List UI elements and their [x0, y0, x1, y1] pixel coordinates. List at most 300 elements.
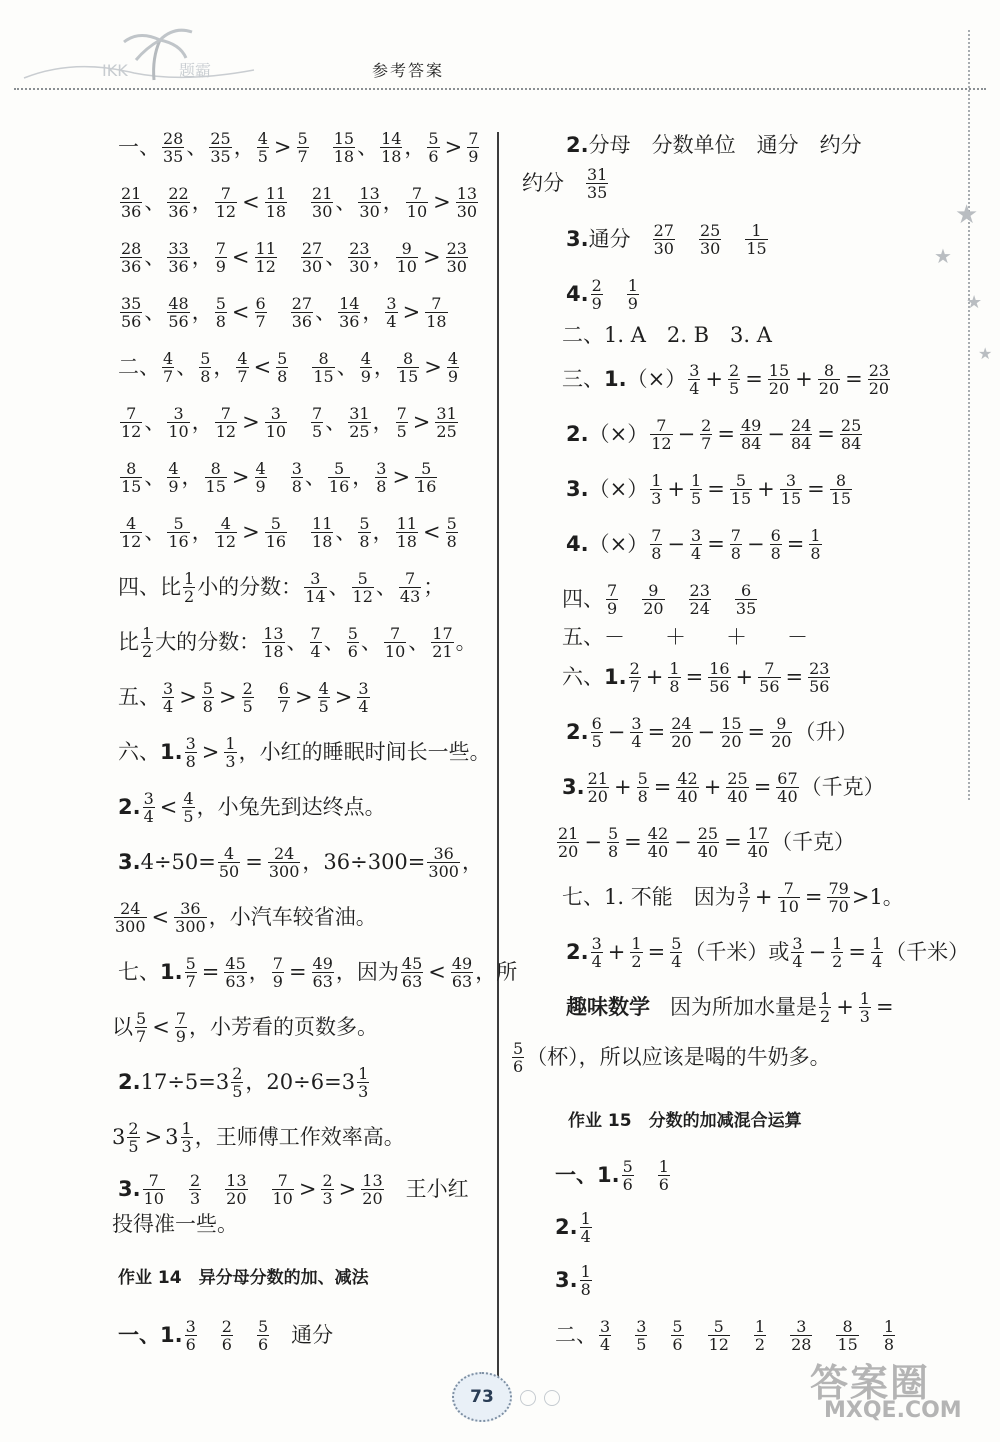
fraction: 7 18 [426, 294, 447, 331]
section-label-yi: 一、 [118, 135, 160, 159]
fraction: $\frac{7}{10}$ [778, 879, 799, 916]
section-label-si: 四、 [118, 575, 160, 599]
fraction: 33 36 [168, 239, 189, 276]
fraction: 2 6 [221, 1317, 232, 1354]
fraction: 7 10 [384, 624, 406, 661]
qi-1-cont: 以 5 7 < 7 9 ，小芳看的页数多。 [112, 1009, 378, 1046]
fraction: 13 30 [359, 184, 380, 221]
fraction: $\frac{5}{8}$ [607, 824, 619, 861]
fraction: 13 30 [456, 184, 478, 221]
fraction: 6 7 [255, 294, 266, 331]
fraction: 1 2 [184, 569, 195, 606]
fraction: $\frac{45}{63}$ [225, 954, 246, 991]
fraction: $\frac{5}{15}$ [730, 471, 752, 508]
fraction: 3 6 [185, 1317, 196, 1354]
si-more-prefix: 比 [118, 630, 139, 654]
fraction: 8 15 [205, 459, 226, 496]
fraction: 21 20 [558, 824, 579, 861]
r-san-2: 2. （×） 7 12 − $\frac{2}{7}$ = $\frac{49}{84}$ − $\frac{24}{84}$ = $\frac{25}{84}$ [566, 416, 862, 453]
fraction: 7 9 [215, 239, 226, 276]
er-row-1: 二、 4 7 、 5 8 ， 4 7 < 5 8 8 15 、 4 9 ， 8 15 > 4 9 [118, 349, 459, 386]
fraction: $\frac{5}{7}$ [185, 954, 196, 991]
item-number: 4. [566, 282, 589, 306]
fraction: 21 20 [587, 769, 608, 806]
fraction: $\frac{49}{84}$ [740, 416, 762, 453]
yi-row-2: 21 36 、 22 36 ， 7 12 < 11 18 21 30 、 13 30 ， 7 10 > 13 30 [121, 184, 478, 221]
fraction: $\frac{5}{4}$ [671, 934, 682, 971]
r-qi-2: 2. 3 4 + $\frac{1}{2}$ = $\frac{5}{4}$ （千米） 或 3 4 − $\frac{1}{2}$ = $\frac{1}{4}$ （千米） [566, 934, 970, 971]
fraction: 36 300 [175, 899, 206, 936]
fraction: 7 4 [310, 624, 321, 661]
fraction: $\frac{42}{40}$ [677, 769, 698, 806]
r2-yue: 约分 [522, 171, 564, 195]
svg-text:题霸: 题霸 [179, 61, 212, 80]
fraction: $\frac{8}{20}$ [818, 361, 840, 398]
fraction: $\frac{3}{4}$ [631, 714, 642, 751]
palm-tree-header-decoration [14, 18, 264, 88]
qi3-tail2: 投得准一些。 [112, 1212, 238, 1236]
r-qi1-text: 1. 不能 因为 [604, 885, 736, 909]
svg-text:IKK: IKK [102, 61, 128, 80]
fraction: $\frac{2}{7}$ [701, 416, 712, 453]
fraction: 5 7 [136, 1009, 147, 1046]
section-label-wu: 五、 [118, 685, 160, 709]
r-liu-1: 六、 1. 2 7 + $\frac{1}{8}$ = $\frac{16}{56}$ + $\frac{7}{56}$ = $\frac{23}{56}$ [562, 659, 830, 696]
fraction: 25 30 [699, 221, 721, 258]
fraction: 17 21 [432, 624, 453, 661]
fraction: 4 5 [257, 129, 268, 166]
wu-row: 五、 3 4 > 5 8 > 2 5 6 7 > 4 5 > 3 4 [118, 679, 369, 716]
hw15-er [555, 1318, 897, 1353]
star-icon: ★ [955, 200, 979, 230]
item-number: 2. [566, 940, 589, 964]
sign: － [604, 625, 625, 649]
er-row-4: 4 12 、 5 16 ， 4 12 > 5 16 11 18 、 5 8 ， 11 18 < 5 8 [121, 514, 457, 551]
sign: ＋ [665, 625, 686, 649]
fraction: 7 43 [399, 569, 421, 606]
fraction: 13 18 [263, 624, 284, 661]
fraction: 7 8 [651, 526, 662, 563]
circle-icon [544, 1390, 560, 1406]
section-label-liu: 六、 [562, 665, 604, 689]
column-divider [497, 132, 499, 1380]
fraction: 1 15 [746, 221, 767, 258]
fraction: 8 15 [397, 349, 419, 386]
section-label-er: 二、 [118, 355, 160, 379]
qi2-text: ，王师傅工作效率高。 [194, 1125, 405, 1149]
fraction: 5 16 [265, 514, 287, 551]
fraction: $\frac{23}{56}$ [809, 659, 830, 696]
fraction: $\frac{24}{84}$ [790, 416, 812, 453]
fraction: $\frac{1}{5}$ [691, 471, 702, 508]
sign: － [787, 625, 808, 649]
r-qi-1: 七、 1. 不能 因为 3 7 + $\frac{7}{10}$ = $\frac{79}{70}$ >1。 [562, 879, 904, 916]
fun-text: 因为所加水量是 [670, 995, 817, 1019]
fraction: 7 12 [215, 404, 237, 441]
fraction: 3 4 [358, 679, 369, 716]
fraction: 1 2 [820, 989, 831, 1026]
fraction: 4 5 [183, 789, 194, 826]
fraction: $\frac{3}{4}$ [691, 526, 702, 563]
fraction: 45 63 [401, 954, 423, 991]
fraction: 5 8 [202, 679, 213, 716]
fraction: 1 3 [651, 471, 662, 508]
fraction: $\frac{15}{20}$ [768, 361, 790, 398]
wrong-mark: （×） [588, 422, 649, 446]
fraction: 7 10 [406, 184, 428, 221]
fraction: $\frac{6}{8}$ [770, 526, 781, 563]
fraction: 31 35 [587, 165, 608, 202]
r-3 [566, 222, 770, 257]
liu-2: 2. 3 4 < 4 5 ，小兔先到达终点。 [118, 789, 386, 826]
fraction: 6 5 [591, 714, 602, 751]
fraction: 1 3 [358, 1064, 369, 1101]
qi3-tail: 王小红 [405, 1177, 469, 1201]
fraction: 3 7 [738, 879, 749, 916]
fraction: $\frac{25}{84}$ [840, 416, 862, 453]
fraction: 22 36 [168, 184, 189, 221]
fraction: $\frac{25}{40}$ [727, 769, 748, 806]
fraction: 5 16 [168, 514, 189, 551]
fraction: 1 9 [627, 276, 638, 313]
fraction: $\frac{36}{300}$ [428, 844, 459, 881]
fun-text2: （杯），所以应该是喝的牛奶多。 [526, 1045, 831, 1069]
fraction: 28 35 [163, 129, 184, 166]
section-label-san: 三、 [562, 367, 604, 391]
fraction: 24 300 [115, 899, 146, 936]
star-icon: ★ [978, 344, 993, 363]
fraction: $\frac{1}{3}$ [859, 989, 870, 1026]
r-liu-2: 2. 6 5 − $\frac{3}{4}$ = $\frac{24}{20}$ − $\frac{15}{20}$ = $\frac{9}{20}$ （升） [566, 714, 858, 751]
liu3-a: 4÷50= [140, 850, 216, 874]
fraction: 7 9 [607, 581, 618, 618]
item-number: 一、1. [118, 1323, 183, 1347]
fraction: 27 36 [291, 294, 313, 331]
fraction: 5 16 [328, 459, 350, 496]
item-number: 3. [118, 850, 141, 874]
fraction: 11 18 [396, 514, 417, 551]
fraction: 3 8 [291, 459, 302, 496]
r-liu-3b: 21 20 − $\frac{5}{8}$ = $\frac{42}{40}$ − $\frac{25}{40}$ = $\frac{17}{40}$ （千克） [558, 824, 856, 861]
hw14-1 [118, 1318, 333, 1353]
fraction: 5 6 [428, 129, 439, 166]
fraction: 27 30 [653, 221, 674, 258]
yi-row-1: 一、 28 35 、 25 35 ， 4 5 > 5 7 15 18 、 14 18 ， 5 6 > 7 9 [118, 129, 479, 166]
hw14-title: 作业 14 异分母分数的加、减法 [118, 1268, 369, 1288]
fraction: 4 12 [121, 514, 142, 551]
fraction: 15 18 [333, 129, 355, 166]
fun-math: 趣味数学 因为所加水量是 1 2 + $\frac{1}{3}$ = [566, 989, 894, 1026]
hw14-1-tail: 通分 [291, 1323, 334, 1347]
fraction: 14 36 [339, 294, 360, 331]
fraction: 2 5 [128, 1119, 139, 1156]
fraction: 4 5 [318, 679, 329, 716]
qi1-so-a: ，所 [475, 960, 518, 984]
liu2-text: ，小兔先到达终点。 [196, 795, 386, 819]
si-less-prefix: 比 [160, 575, 181, 599]
fraction: 7 12 [651, 416, 672, 453]
fraction: $\frac{7}{56}$ [759, 659, 780, 696]
fraction: 13 20 [362, 1171, 383, 1208]
fun-math-cont [510, 1040, 831, 1075]
fraction: $\frac{5}{8}$ [637, 769, 648, 806]
hw15-2 [555, 1210, 594, 1245]
fraction: $\frac{15}{20}$ [721, 714, 742, 751]
qi-3: 3. 7 10 2 3 13 20 7 10 > 2 3 > 13 20 王小红 [118, 1171, 469, 1208]
fraction: $\frac{42}{40}$ [647, 824, 669, 861]
er-row-2: 7 12 、 3 10 ， 7 12 > 3 10 7 5 、 31 25 ， 7 5 > 31 25 [121, 404, 457, 441]
fraction: $\frac{4}{50}$ [218, 844, 240, 881]
unit-kg: （千克） [771, 830, 856, 854]
fraction: 11 18 [265, 184, 287, 221]
fraction: 49 63 [451, 954, 473, 991]
fraction: 7 9 [468, 129, 479, 166]
hw15-title: 作业 15 分数的加减混合运算 [568, 1111, 802, 1131]
fraction: 5 8 [215, 294, 226, 331]
fraction: 3 8 [185, 734, 196, 771]
r-si [562, 582, 759, 617]
fraction: 35 56 [121, 294, 142, 331]
section-label-qi: 七、 [118, 960, 160, 984]
fraction: 3 5 [636, 1317, 647, 1354]
fraction: 3 4 [591, 934, 602, 971]
liu1-text: ，小红的睡眠时间长一些。 [238, 740, 491, 764]
fraction: 7 9 [175, 1009, 186, 1046]
fraction: 3 14 [305, 569, 326, 606]
er-row-3: 8 15 、 4 9 ， 8 15 > 4 9 3 8 、 5 16 ， 3 8 > 5 16 [121, 459, 437, 496]
fraction: 7 12 [215, 184, 237, 221]
margin-dotted-line [968, 30, 970, 800]
wrong-mark: （×） [626, 367, 687, 391]
fraction: $\frac{2}{5}$ [729, 361, 740, 398]
fraction: 31 25 [436, 404, 457, 441]
unit-kg: （千克） [800, 775, 885, 799]
fraction: 6 7 [278, 679, 289, 716]
fraction: $\frac{1}{2}$ [832, 934, 843, 971]
fraction: 11 12 [255, 239, 276, 276]
fraction: 5 6 [622, 1157, 633, 1194]
fraction: 7 10 [272, 1171, 293, 1208]
fraction: 1 2 [142, 624, 153, 661]
fraction: 1 3 [225, 734, 236, 771]
r-qi1-tail: >1。 [851, 885, 904, 909]
r-liu-3: 3. 21 20 + $\frac{5}{8}$ = $\frac{42}{40}$ + $\frac{25}{40}$ = $\frac{67}{40}$ （千克） [562, 769, 885, 806]
fraction: 8 15 [121, 459, 142, 496]
item-number: 3. [118, 1177, 141, 1201]
fraction: $\frac{1}{4}$ [871, 934, 883, 971]
hw15-1 [555, 1158, 672, 1193]
si-less-suffix: 小的分数： [197, 575, 303, 599]
unit-km: （千米） [885, 940, 970, 964]
watermark-url: MXQE.COM [824, 1398, 962, 1423]
si-row-2: 比 1 2 大的分数： 13 18 、 7 4 、 5 6 、 7 10 、 17 21 。 [118, 624, 477, 661]
fraction: 1 6 [658, 1157, 669, 1194]
liu-1: 六、 1. 3 8 > 1 3 ，小红的睡眠时间长一些。 [118, 734, 491, 771]
fraction: $\frac{7}{9}$ [272, 954, 283, 991]
fraction: $\frac{67}{40}$ [777, 769, 798, 806]
qi1-because: ，因为 [335, 960, 399, 984]
fraction: $\frac{9}{20}$ [771, 714, 792, 751]
item-number: 3. [566, 227, 589, 251]
qi1-end: ，小芳看的页数多。 [188, 1015, 378, 1039]
fraction: 7 10 [143, 1171, 164, 1208]
fun-math-label: 趣味数学 [566, 995, 650, 1019]
qi2-c-b: 3 [165, 1125, 179, 1149]
fraction: 1 4 [580, 1209, 591, 1246]
fraction: 1 3 [181, 1119, 192, 1156]
section-label-er: 二、 [555, 1323, 597, 1347]
fraction: 4 9 [447, 349, 459, 386]
r3-text: 通分 [588, 227, 631, 251]
item-number: 2. [566, 133, 589, 157]
fraction: 23 24 [689, 581, 710, 618]
qi-3-cont [112, 1214, 238, 1235]
fraction: 7 5 [396, 404, 407, 441]
fraction: $\frac{79}{70}$ [828, 879, 849, 916]
fraction: 5 8 [446, 514, 457, 551]
page-number: 73 [452, 1372, 512, 1422]
fraction: 8 15 [837, 1317, 858, 1354]
fraction: 3 4 [386, 294, 397, 331]
r-san-3: 3. （×） 1 3 + $\frac{1}{5}$ = $\frac{5}{15}$ + $\frac{3}{15}$ = $\frac{8}{15}$ [566, 471, 852, 508]
fraction: $\frac{24}{20}$ [671, 714, 692, 751]
fraction: 21 36 [121, 184, 142, 221]
fraction: 31 25 [349, 404, 370, 441]
r-er-text: 二、1. A 2. B 3. A [562, 323, 772, 347]
r-wu [562, 627, 808, 648]
header-divider [14, 88, 986, 90]
qi2-a: 17÷5=3 [140, 1070, 230, 1094]
qi-2-cont: 3 2 5 > 3 1 3 ，王师傅工作效率高。 [112, 1119, 405, 1156]
r-er [562, 325, 772, 346]
fraction: 4 9 [360, 349, 371, 386]
fraction: 2 3 [189, 1171, 201, 1208]
fraction: 2 7 [629, 659, 640, 696]
qi2-b: ，20÷6=3 [245, 1070, 356, 1094]
fraction: 4 9 [168, 459, 179, 496]
fraction: 5 8 [359, 514, 370, 551]
fraction: 3 4 [792, 934, 803, 971]
section-label-liu: 六、 [118, 740, 160, 764]
fraction: 5 8 [277, 349, 288, 386]
fraction: 9 10 [396, 239, 417, 276]
fraction: 23 30 [349, 239, 370, 276]
fraction: 13 20 [226, 1171, 247, 1208]
fraction: 5 8 [200, 349, 211, 386]
section-label-qi: 七、 [562, 885, 604, 909]
section-label-wu: 五、 [562, 625, 604, 649]
star-icon: ★ [966, 292, 983, 313]
item-number: 一、1. [555, 1163, 620, 1187]
fraction: 6 35 [735, 581, 757, 618]
fraction: 23 30 [446, 239, 467, 276]
fraction: $\frac{24}{300}$ [268, 844, 300, 881]
watermark-main: 答案圈 [810, 1361, 931, 1405]
fraction: $\frac{1}{8}$ [810, 526, 821, 563]
r-4 [566, 277, 641, 312]
item-number: 1. [160, 740, 183, 764]
fraction: 1 8 [580, 1262, 591, 1299]
fraction: 4 7 [163, 349, 174, 386]
fraction: 5 6 [513, 1039, 524, 1076]
fraction: 2 5 [242, 679, 253, 716]
fraction: $\frac{23}{20}$ [868, 361, 890, 398]
circle-icon [520, 1390, 536, 1406]
fraction: 4 7 [237, 349, 248, 386]
item-number: 2. [118, 795, 141, 819]
fraction: 3 4 [143, 789, 154, 826]
fraction: 48 56 [168, 294, 189, 331]
fraction: 11 18 [312, 514, 333, 551]
r2-text: 分母 分数单位 通分 约分 [588, 133, 862, 157]
item-number: 2. [555, 1215, 578, 1239]
item-number: 3. [555, 1268, 578, 1292]
unit-sheng: （升） [794, 720, 858, 744]
fraction: $\frac{17}{40}$ [747, 824, 769, 861]
liu3-text: ，小汽车较省油。 [208, 905, 377, 929]
fraction: 2 3 [322, 1171, 333, 1208]
qi1-so-b: 以 [112, 1015, 133, 1039]
hw15-3 [555, 1263, 594, 1298]
fraction: $\frac{1}{8}$ [669, 659, 680, 696]
sign: ＋ [726, 625, 747, 649]
r-2 [566, 135, 862, 156]
fraction: 21 30 [312, 184, 333, 221]
qi-2 [118, 1065, 371, 1100]
fraction: 5 7 [297, 129, 308, 166]
fraction: 5 6 [347, 624, 358, 661]
r-san-4: 4. （×） 7 8 − $\frac{3}{4}$ = $\frac{7}{8}$ − $\frac{6}{8}$ = $\frac{1}{8}$ [566, 526, 821, 563]
fraction: 28 36 [121, 239, 142, 276]
fraction: 3 4 [689, 361, 700, 398]
fraction: 3 8 [376, 459, 387, 496]
or-text: 或 [768, 940, 790, 964]
r-2-cont [522, 166, 610, 201]
fraction: $\frac{16}{56}$ [709, 659, 730, 696]
si-more-suffix: 大的分数： [155, 630, 261, 654]
si-row-1: 四、 比 1 2 小的分数： 3 14 、 5 12 、 7 43 ； [118, 569, 445, 606]
r-san-1: 三、 1. （×） 3 4 + $\frac{2}{5}$ = $\frac{15}{20}$ + $\frac{8}{20}$ = $\frac{23}{20}$ [562, 361, 890, 398]
section-label-si: 四、 [562, 587, 604, 611]
wrong-mark: （×） [588, 477, 649, 501]
fraction: 1 2 [754, 1317, 766, 1354]
header-title: 参考答案 [372, 61, 445, 80]
fraction: 5 6 [672, 1317, 683, 1354]
fraction: 3 10 [265, 404, 287, 441]
fraction: 4 9 [255, 459, 266, 496]
fraction: 14 18 [381, 129, 402, 166]
fraction: 27 30 [301, 239, 323, 276]
unit-km: （千米） [684, 940, 769, 964]
yi-row-4: 35 56 、 48 56 ， 5 8 < 6 7 27 36 、 14 36 ， 3 4 > 7 18 [121, 294, 447, 331]
fraction: $\frac{7}{8}$ [730, 526, 741, 563]
watermark-logo [810, 1352, 990, 1432]
fraction: 5 16 [416, 459, 437, 496]
liu-3: 3. 4÷50= $\frac{4}{50}$ = $\frac{24}{300}$ ，36÷300= $\frac{36}{300}$ ， [118, 844, 483, 881]
qi-1: 七、 1. $\frac{5}{7}$ = $\frac{45}{63}$ ， $\frac{7}{9}$ = $\frac{49}{63}$ ，因为 45 63 < 49 63 ，所 [118, 954, 518, 991]
fraction: 5 12 [708, 1317, 729, 1354]
fraction: 9 20 [643, 581, 664, 618]
yi-row-3: 28 36 、 33 36 ， 7 9 < 11 12 27 30 、 23 30 ， 9 10 > 23 30 [121, 239, 467, 276]
fraction: 3 4 [163, 679, 174, 716]
fraction: 7 12 [121, 404, 142, 441]
item-number: 1. [160, 960, 183, 984]
fraction: 2 9 [591, 276, 602, 313]
fraction: $\frac{49}{63}$ [312, 954, 333, 991]
fraction: 1 8 [883, 1317, 895, 1354]
fraction: 5 6 [257, 1317, 269, 1354]
fraction: 3 28 [791, 1317, 812, 1354]
